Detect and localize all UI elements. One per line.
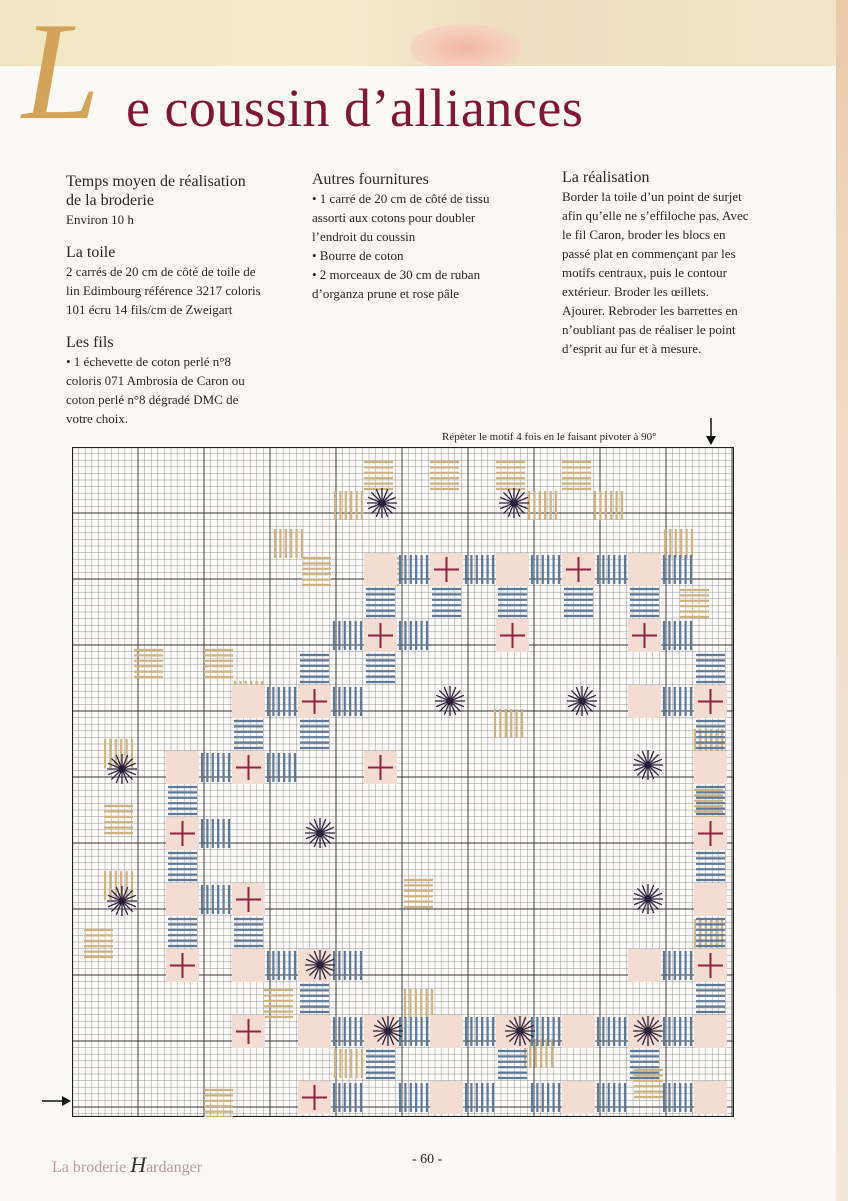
chart-repeat-note: Répéter le motif 4 fois en le faisant pivoter à 90° [442, 431, 657, 443]
fils-line: • 1 échevette de coton perlé n°8 [66, 354, 231, 369]
eyelet-star [435, 686, 465, 716]
title-initial: L [22, 0, 100, 149]
fournitures-line: l’endroit du coussin [312, 229, 416, 244]
open-square [694, 1081, 727, 1114]
open-square [694, 883, 727, 916]
left-column [66, 172, 296, 442]
footer-brand-rest: ardanger [146, 1159, 203, 1176]
open-square [694, 1015, 727, 1048]
eyelet-star [567, 686, 597, 716]
open-square [166, 751, 199, 784]
fournitures-line: • 1 carré de 20 cm de côté de tissu [312, 191, 490, 206]
eyelet-star [505, 1016, 535, 1046]
realisation-line: Ajourer. Rebroder les barrettes en [562, 303, 738, 318]
temps-value: Environ 10 h [66, 212, 134, 227]
chart-grid [72, 447, 734, 1117]
eyelet-star [633, 884, 663, 914]
eyelet-star [499, 488, 529, 518]
footer-brand [52, 1152, 202, 1178]
open-square [232, 949, 265, 982]
hardanger-chart [72, 447, 734, 1117]
arrow-right-icon [42, 1094, 72, 1108]
footer-brand-initial: H [130, 1152, 147, 1177]
open-square [628, 553, 661, 586]
toile-line: 2 carrés de 20 cm de côté de toile de [66, 264, 256, 279]
open-square [628, 949, 661, 982]
open-square [694, 751, 727, 784]
realisation-line: afin qu’elle ne s’effiloche pas. Avec [562, 208, 749, 223]
eyelet-star [305, 950, 335, 980]
toile-line: 101 écru 14 fils/cm de Zweigart [66, 302, 233, 317]
eyelet-star [107, 886, 137, 916]
eyelet-star [305, 818, 335, 848]
open-square [232, 685, 265, 718]
middle-column [312, 170, 552, 303]
right-column [562, 168, 812, 358]
fils-line: votre choix. [66, 411, 129, 426]
fils-heading: Les fils [66, 334, 114, 351]
temps-heading-line1: Temps moyen de réalisation [66, 173, 246, 190]
open-square [562, 1015, 595, 1048]
eyelet-star [633, 1016, 663, 1046]
eyelet-star [367, 488, 397, 518]
realisation-line: le fil Caron, broder les blocs en [562, 227, 726, 242]
temps-heading-line2: de la broderie [66, 192, 154, 209]
open-square [430, 1015, 463, 1048]
fournitures-line: d’organza prune et rose pâle [312, 286, 460, 301]
footer-brand-prefix: La broderie [52, 1159, 131, 1176]
eyelet-star [373, 1016, 403, 1046]
fournitures-heading: Autres fournitures [312, 171, 429, 188]
header-photo-flower [410, 24, 520, 72]
realisation-line: motifs centraux, puis le contour [562, 265, 727, 280]
eyelet-star [107, 754, 137, 784]
open-square [628, 685, 661, 718]
realisation-line: Border la toile d’un point de surjet [562, 189, 742, 204]
fournitures-line: • Bourre de coton [312, 248, 404, 263]
open-square [364, 553, 397, 586]
toile-heading: La toile [66, 244, 116, 261]
fournitures-line: assorti aux cotons pour doubler [312, 210, 476, 225]
open-square [166, 883, 199, 916]
realisation-line: n’oubliant pas de réaliser le point [562, 322, 736, 337]
realisation-line: d’esprit au fur et à mesure. [562, 341, 702, 356]
fournitures-line: • 2 morceaux de 30 cm de ruban [312, 267, 481, 282]
toile-line: lin Edimbourg référence 3217 coloris [66, 283, 261, 298]
fils-line: coloris 071 Ambrosia de Caron ou [66, 373, 245, 388]
page-title: e coussin d’alliances [126, 78, 584, 138]
fils-line: coton perlé n°8 dégradé DMC de [66, 392, 239, 407]
page-number: - 60 - [412, 1152, 443, 1167]
eyelet-star [633, 750, 663, 780]
open-square [562, 1081, 595, 1114]
realisation-heading: La réalisation [562, 169, 650, 186]
arrow-down-icon [704, 418, 718, 446]
open-square [298, 1015, 331, 1048]
open-square [430, 1081, 463, 1114]
realisation-line: extérieur. Broder les œillets. [562, 284, 709, 299]
open-square [496, 553, 529, 586]
page-edge-shadow [836, 0, 848, 1201]
realisation-line: passé plat en commençant par les [562, 246, 736, 261]
